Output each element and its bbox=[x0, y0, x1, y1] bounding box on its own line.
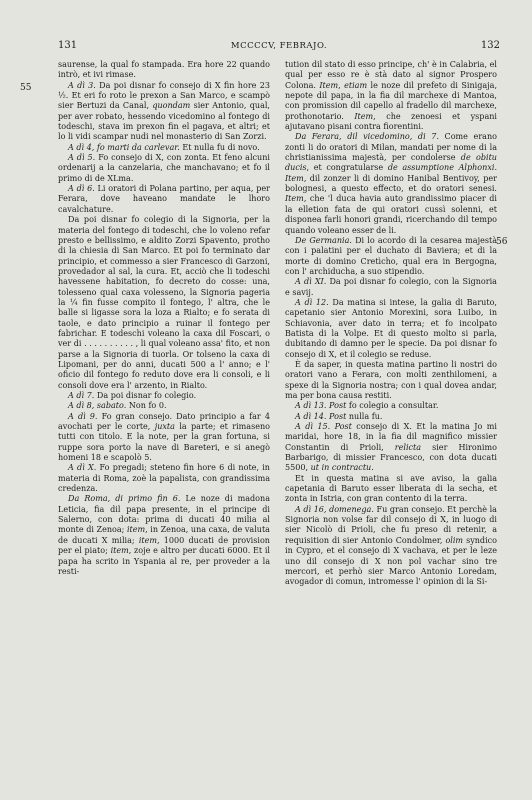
text-run: . bbox=[494, 163, 497, 173]
italic-text: relicta bbox=[394, 442, 422, 452]
paragraph bbox=[285, 412, 497, 422]
text-run: Da matina si intese, la galia di Baruto, capetanio sier Antonio Morexini, sora Luibo, in Schiavonia, aver dato in terra; et fo incolpato Batista di la Volpe. Et di questo molto si parla, dubitando di damno per le specie. Da poi disnar fo consejo di X, et il colegio se reduse. bbox=[285, 297, 497, 359]
text-run: Le noze di madona Leticia, fia dil papa presente, in el principe di Salerno, con dota: prima di ducati 40 milia al monte di Zenoa; bbox=[58, 494, 270, 535]
page-number-right: 132 bbox=[480, 40, 500, 51]
text-run: Fo pregadi; steteno fin hore 6 di note, in materia di Roma, zoè la papalista, con grandissima credenza. bbox=[58, 463, 270, 494]
italic-text: Da Roma, di primo fin 6. bbox=[68, 494, 181, 504]
italic-text: A dì 7. bbox=[68, 391, 95, 400]
text-run: sier Hironimo Barbarigo, di missier Francesco, con dota ducati 5500, bbox=[285, 442, 497, 473]
paragraph bbox=[58, 463, 270, 494]
italic-text: item bbox=[126, 525, 146, 535]
text-run: saurense, la qual fo stampada. Era hore 22 quando intrò, et ivi rimase. bbox=[58, 60, 270, 80]
page-number-left: 131 bbox=[58, 40, 78, 51]
text-run: , 1000 ducati de provision per el piato; bbox=[58, 535, 270, 556]
italic-text: A dì 12. bbox=[295, 297, 329, 307]
text-run: Da poi disnar fo colegio di la Signoria, per la materia del fontego di todeschi, che lo voleno refar presto e bellissimo, e aldito Zorzi Spavento, protho di la chiesia di San Marco. Et poi fo terminato dar principio, et commesso a sier Francesco di Garzoni, provedador al sal, la cura. Et, acciò che li todeschi havessene habitation, fo decreto do cosse: una, tolesseno qual caxa volesseno, la Signoria pageria la ¼ fin fusse compito il fontego, l' altra, che le balle si ligasse sora la loza a Rialto; e fo serata di taole, e dato principio a ruinar il fontego per fabrichar. E todeschi voleano la caxa dil Foscari, o ver di . . . . . . . . . . , li qual voleano assa' fito, et non parse a la Signoria di tuorla. Or tolseno la caxa di Lipomani, per do anni, ducati 500 a l' anno; e l' oficio dil fontego fo reduto dove era li consoli, e li consoli dove era l' arzento, in Rialto. bbox=[58, 215, 270, 390]
text-run: fo colegio a consultar. bbox=[346, 401, 439, 411]
right-text-column bbox=[285, 60, 497, 588]
text-run: , et congratularse bbox=[306, 163, 388, 173]
left-text-column bbox=[58, 60, 270, 577]
paragraph bbox=[58, 153, 270, 184]
italic-text: olim bbox=[445, 535, 464, 545]
text-run: , zoje e altro per ducati 6000. Et il papa ha scrito in Yspania al re, per proveder a la resti- bbox=[58, 546, 270, 576]
text-run: , in Zenoa, una caxa, de valuta de ducati X milia; bbox=[58, 525, 270, 545]
text-run: , bbox=[338, 80, 345, 90]
italic-text: A dì 3. bbox=[68, 80, 96, 90]
italic-text: A dì 14. bbox=[295, 411, 327, 421]
paragraph bbox=[285, 236, 497, 277]
italic-text: Post bbox=[334, 422, 352, 432]
text-run: tution dil stato di esso principe, ch' è in Calabria, el qual per esso re è stà dato al signor Prospero Colona. bbox=[285, 60, 497, 90]
paragraph bbox=[285, 505, 497, 588]
text-run: Et in questa matina si ave aviso, la galia capetania di Baruto esser liberata di la secha, et zonta in Istria, con gran contento di la terra. bbox=[285, 473, 497, 504]
text-run: , che 'l duca havia auto grandissimo piacer di la elletion fata de qui oratori cussì solenni, et disponea farli honori grandi, ricerchando dil tempo quando voleano esser de li. bbox=[285, 194, 497, 235]
italic-text: De Germania. bbox=[295, 235, 352, 245]
paragraph bbox=[58, 494, 270, 577]
italic-text: Item bbox=[319, 80, 339, 90]
paragraph bbox=[285, 60, 497, 132]
text-run: Da poi disnar fo colegio, con la Signoria e savij. bbox=[285, 277, 497, 297]
italic-text: A dì X. bbox=[68, 463, 97, 473]
paragraph bbox=[58, 412, 270, 464]
italic-text: A dì 13. bbox=[295, 401, 327, 411]
italic-text: A dì 16, domenega. bbox=[295, 504, 374, 514]
italic-text: A dì 5. bbox=[68, 153, 96, 163]
margin-number-right: 56 bbox=[496, 237, 508, 247]
italic-text: A dì 6. bbox=[68, 184, 95, 194]
italic-text: de assumptione Alphonxi bbox=[387, 163, 495, 173]
text-run: sier Antonio, qual, per aver robato, hessendo vicedomino al fontego di todeschi, stava im prexon fin el pagava, et altri; et lo li vidi scampar nudi nel monasterio di San Zorzi. bbox=[58, 101, 270, 142]
paragraph bbox=[58, 60, 270, 81]
italic-text: item bbox=[110, 546, 129, 556]
italic-text: A dì 8, sabato. bbox=[68, 401, 127, 411]
text-run: nulla fu. bbox=[346, 411, 383, 421]
paragraph bbox=[58, 401, 270, 411]
paragraph bbox=[285, 474, 497, 505]
text-run: Li oratori di Polana partino, per aqua, per Ferara, dove haveano mandate le lhoro cavalchature. bbox=[58, 184, 270, 214]
italic-text: A dì 15. bbox=[295, 422, 331, 432]
text-run: È da saper, in questa matina partino li nostri do oratori vano a Ferara, con molti zenthilomeni, a spexe di la Signoria nostra; con i qual dovea andar, ma per bona causa restiti. bbox=[285, 359, 497, 400]
text-run: Fo gran consejo. Dato principio a far 4 avochati per le corte, bbox=[58, 411, 270, 432]
text-run: consejo di X. Et la matina Jo mi maridai, hore 18, in la fia dil magnifico missier Constantin di Prioli, bbox=[285, 422, 497, 452]
text-run: Fo consejo di X, con zonta. Et feno alcuni ordenarij a la canzelaria, che manchavano; et fo il primo di de XLma. bbox=[58, 153, 270, 183]
italic-text: Post bbox=[329, 401, 347, 411]
text-run: le noze dil prefeto di Sinigaja, nepote dil papa, in la fia dil marchexe di Mantoa, con promission dil capello al fradello dil marchexe, prothonotario. bbox=[285, 80, 497, 121]
paragraph bbox=[285, 360, 497, 401]
paragraph bbox=[58, 81, 270, 143]
italic-text: etiam bbox=[344, 80, 368, 90]
text-run: , che zenoesi et yspani ajutavano pisani contra fiorentini. bbox=[285, 111, 497, 132]
text-run: Non fo 0. bbox=[126, 401, 167, 411]
paragraph bbox=[285, 298, 497, 360]
italic-text: ut in contractu bbox=[310, 463, 372, 473]
paragraph bbox=[285, 132, 497, 235]
text-run: syndico in Cypro, et el consejo di X vachava, et per le leze uno dil consejo di X non pol vachar sino tre mercori, et perhò sier Marco Antonio Loredam, avogador di comun, intromesse l' opinion di la Si- bbox=[285, 535, 497, 587]
text-run: Da poi disnar fo consejo di X fin hore 23 ½. Et eri fo roto le prexon a San Marco, e scampò sier Bertuzi da Canal, bbox=[58, 80, 270, 111]
text-run: . bbox=[371, 463, 374, 473]
text-run: Da poi disnar fo colegio. bbox=[94, 391, 197, 400]
italic-text: item bbox=[138, 535, 158, 545]
italic-text: Item bbox=[285, 194, 304, 204]
text-run: Et nulla fu di novo. bbox=[179, 142, 260, 152]
italic-text: A dì 4, fo marti da carlevar. bbox=[68, 142, 180, 152]
paragraph bbox=[285, 401, 497, 411]
text-run: , dil zonzer li di domino Hanibal Bentivoy, per bolognesi, a questo effecto, et do oratori senesi. bbox=[285, 173, 497, 194]
italic-text: Post bbox=[329, 411, 347, 421]
italic-text: Item bbox=[354, 111, 374, 121]
italic-text: A dì XI. bbox=[295, 277, 327, 287]
paragraph bbox=[285, 422, 497, 474]
text-run: Come erano zonti li do oratori di Milan, mandati per nome di la christianissima majestà, per condolerse bbox=[285, 132, 497, 163]
running-title: MCCCCV, FEBRAJO. bbox=[230, 41, 328, 51]
italic-text: Item bbox=[285, 173, 304, 183]
text-run: Fu gran consejo. Et perchè la Signoria non volse far dil consejo di X, in luogo di sier Nicolò di Prioli, che fu preso di retenir, a requisition di sier Antonio Condolmer, bbox=[285, 504, 497, 545]
italic-text: quondam bbox=[152, 101, 191, 111]
paragraph bbox=[58, 215, 270, 391]
italic-text: A dì 9. bbox=[68, 411, 98, 421]
italic-text: Da Ferara, dil vicedomino, di 7. bbox=[295, 132, 439, 142]
paragraph bbox=[58, 143, 270, 153]
margin-number-left: 55 bbox=[20, 83, 32, 93]
paragraph bbox=[285, 277, 497, 298]
italic-text: de obitu ducis bbox=[285, 153, 497, 173]
text-run: Di lo acordo di la cesarea majestà con i palatini per el duchato di Baviera; et di la morte di domino Cretìcho, qual era in Bergogna, con l' archiducha, a suo stipendio. bbox=[285, 235, 497, 276]
italic-text: juxta bbox=[154, 422, 175, 432]
text-run: la parte; et rimaseno tutti con titolo. E la note, per la gran fortuna, si ruppe sora porto la nave di Bareteri, e si anegò homeni 18 e scapolò 5. bbox=[58, 422, 270, 463]
page-header bbox=[58, 40, 500, 54]
paragraph bbox=[58, 184, 270, 215]
paragraph bbox=[58, 391, 270, 401]
